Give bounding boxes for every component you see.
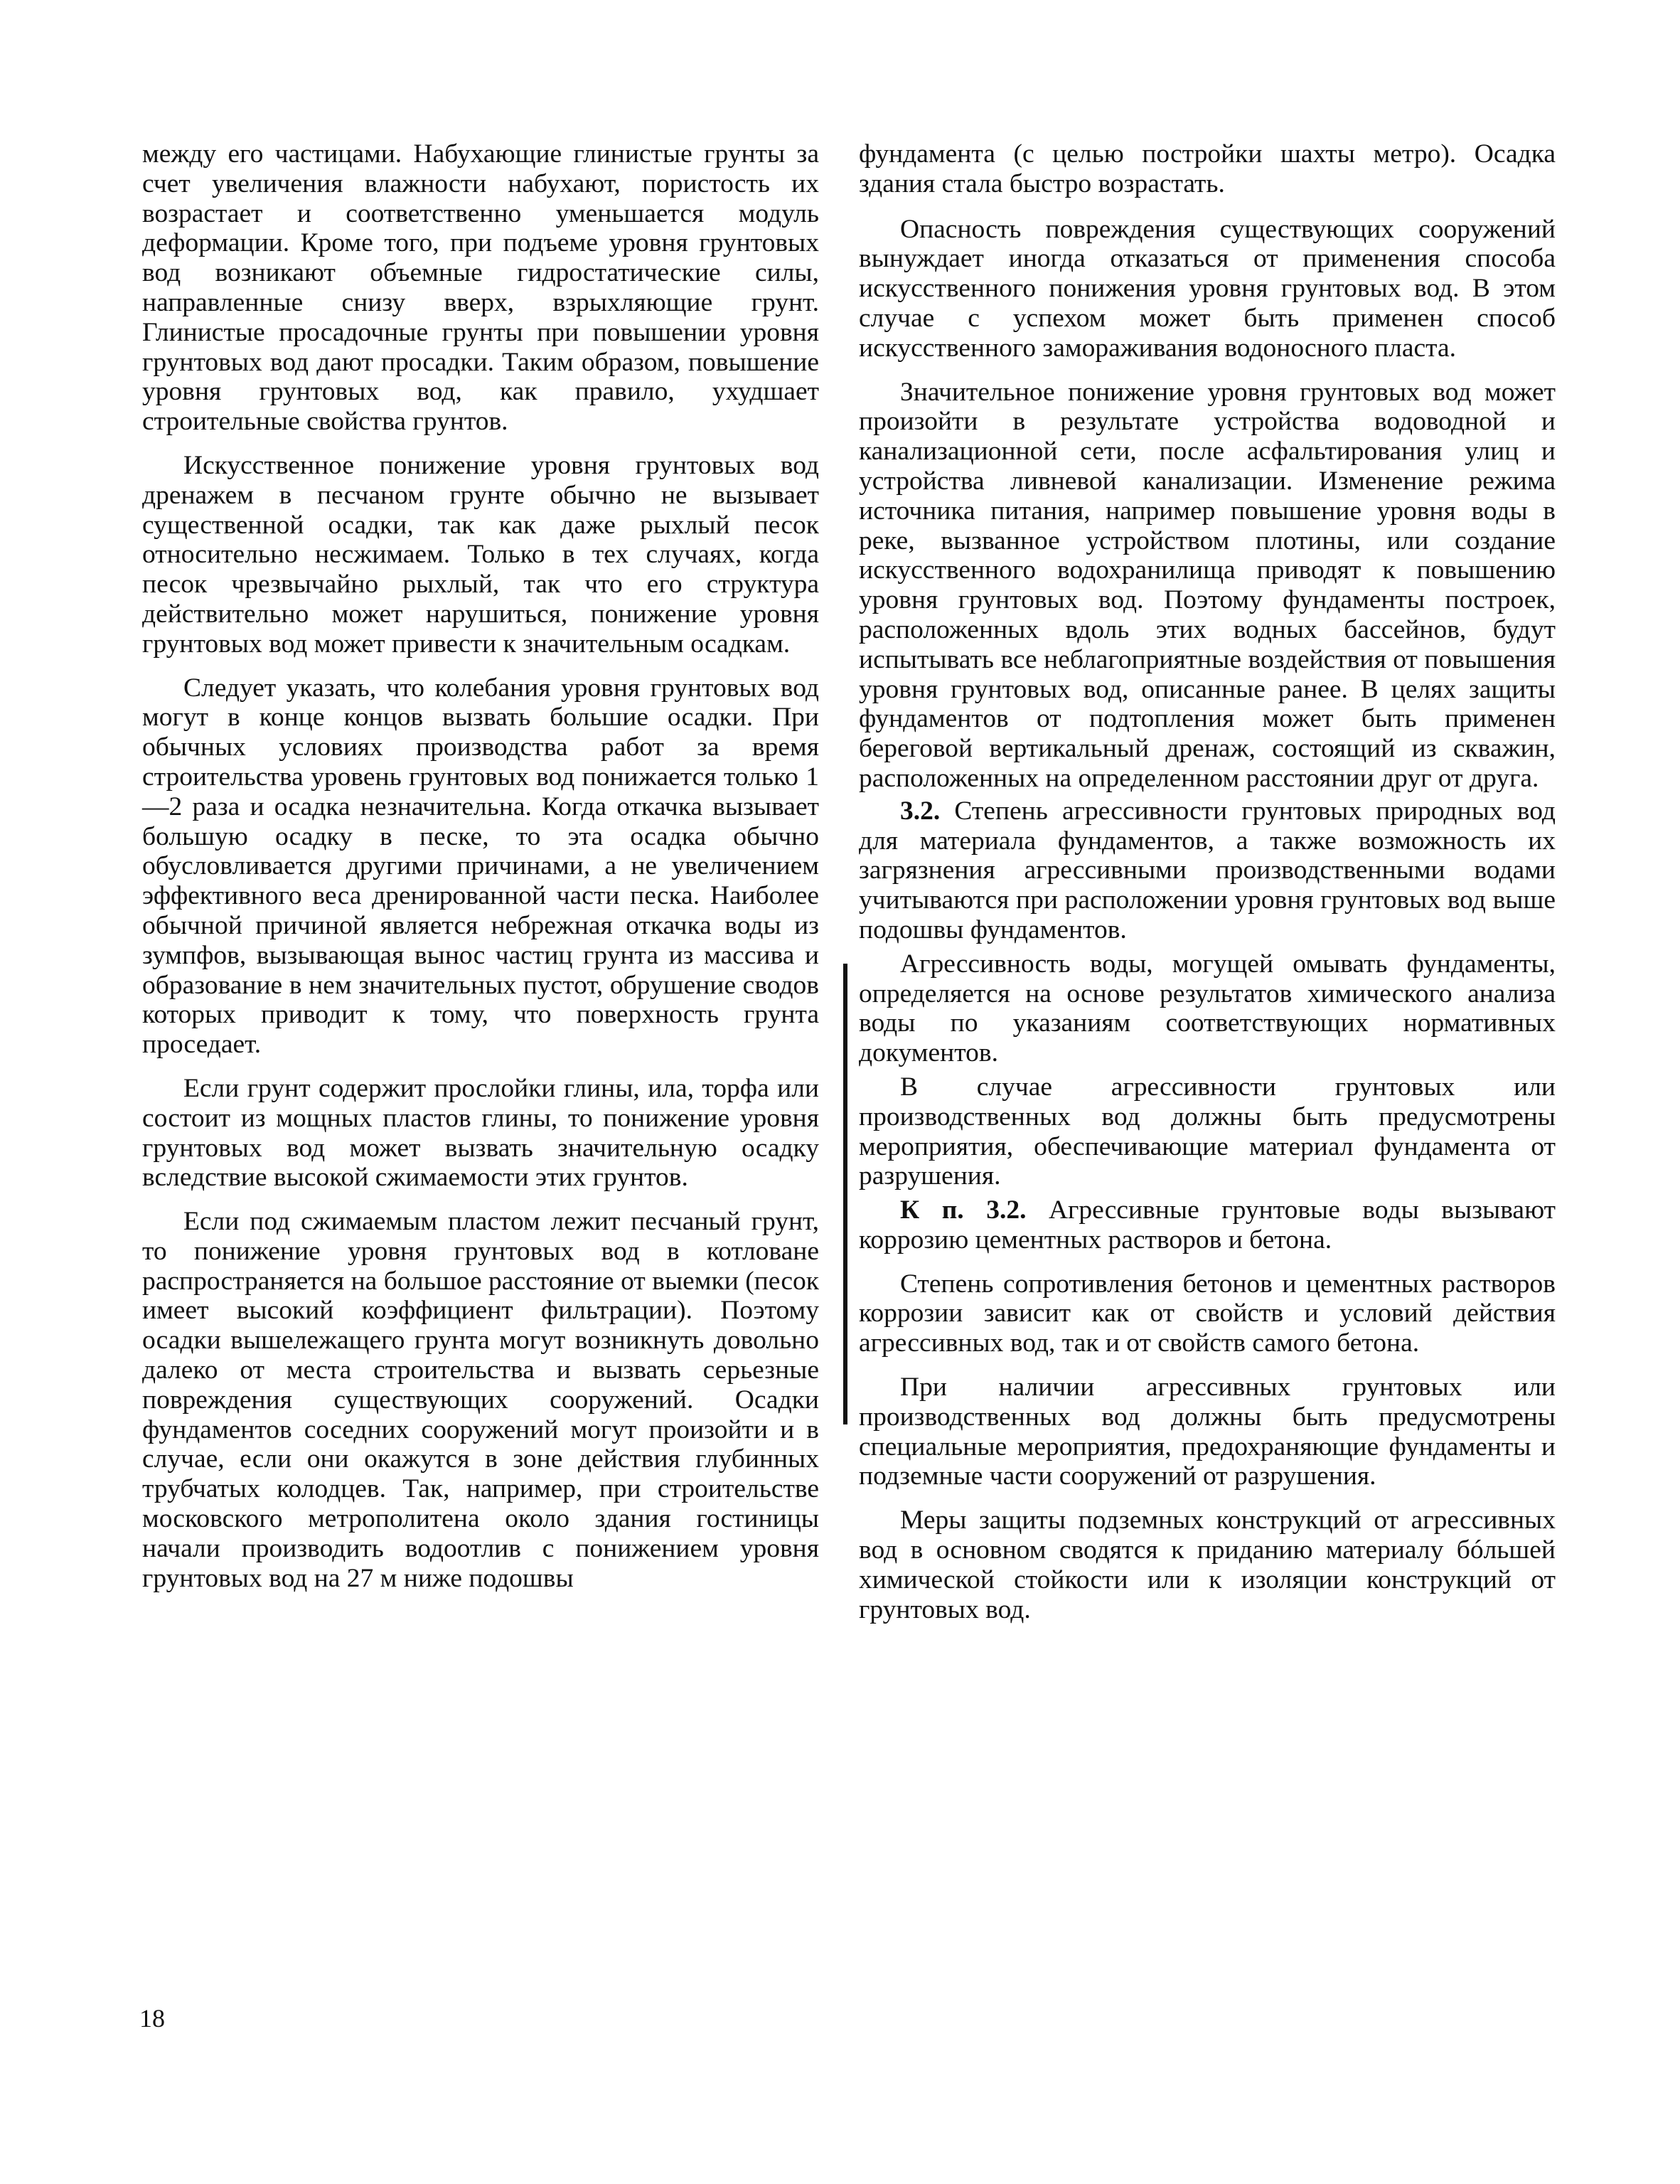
paragraph: Искусственное понижение уровня грунтовых вод дренажем в песчаном грунте обычно не вызывает существенной осадки, так как даже рыхлый песок относительно несжимаем. Только в тех случаях, когда песок чрезвычайно рыхлый, так что его структура действительно может нарушиться, понижение уровня грунтовых вод может привести к значительным осадкам. <box>142 450 819 659</box>
right-column <box>859 139 1556 1639</box>
paragraph: В случае агрессивности грунтовых или производственных вод должны быть предусмотрены мероприятия, обеспечивающие материал фундамента от разрушения. <box>859 1072 1556 1191</box>
margin-change-bar <box>843 964 847 1424</box>
left-column <box>142 139 819 1607</box>
paragraph: Агрессивность воды, могущей омывать фундаменты, определяется на основе результатов химического анализа воды по указаниям соответствующих нормативных документов. <box>859 949 1556 1068</box>
paragraph: между его частицами. Набухающие глинистые грунты за счет увеличения влажности набухают, пористость их возрастает и соответственно уменьшается модуль деформации. Кроме того, при подъеме уровня грунтовых вод возникают объемные гидростатические силы, направленные снизу вверх, взрыхляющие грунт. Глинистые просадочные грунты при повышении уровня грунтовых вод дают просадки. Таким образом, повышение уровня грунтовых вод, как правило, ухудшает строительные свойства грунтов. <box>142 139 819 437</box>
comment-3-2 <box>859 1195 1556 1255</box>
paragraph: Если грунт содержит прослойки глины, ила, торфа или состоит из мощных пластов глины, то понижение уровня грунтовых вод может вызвать значительную осадку вследствие высокой сжимаемости этих грунтов. <box>142 1073 819 1193</box>
paragraph: Степень сопротивления бетонов и цементных растворов коррозии зависит как от свойств и условий действия агрессивных вод, так и от свойств самого бетона. <box>859 1269 1556 1358</box>
comment-text: Агрессивные грунтовые воды вызывают коррозию цементных растворов и бетона. <box>859 1195 1556 1255</box>
paragraph: фундамента (с целью постройки шахты метро). Осадка здания стала быстро возрастать. <box>859 139 1556 198</box>
paragraph: При наличии агрессивных грунтовых или производственных вод должны быть предусмотрены специальные мероприятия, предохраняющие фундаменты и подземные части сооружений от разрушения. <box>859 1373 1556 1491</box>
clause-3-2 <box>859 797 1556 945</box>
paragraph: Меры защиты подземных конструкций от агрессивных вод в основном сводятся к приданию материалу бóльшей химической стойкости или к изоляции конструкций от грунтовых вод. <box>859 1506 1556 1624</box>
paragraph: Значительное понижение уровня грунтовых вод может произойти в результате устройства водоводной и канализационной сети, после асфальтирования улиц и устройства ливневой канализации. Изменение режима источника питания, например повышение уровня воды в реке, вызванное устройством плотины, или создание искусственного водохранилища приводят к повышению уровня грунтовых вод. Поэтому фундаменты построек, расположенных вдоль этих водных бассейнов, будут испытывать все неблагоприятные воздействия от повышения уровня грунтовых вод, описанные ранее. В целях защиты фундаментов от подтопления может быть применен береговой вертикальный дренаж, состоящий из скважин, расположенных на определенном расстоянии друг от друга. <box>859 377 1556 793</box>
clause-text: Степень агрессивности грунтовых природных вод для материала фундаментов, а также возможность их загрязнения агрессивными производственными водами учитываются при расположении уровня грунтовых вод выше подошвы фундаментов. <box>859 796 1556 944</box>
paragraph: Следует указать, что колебания уровня грунтовых вод могут в конце концов вызвать большие осадки. При обычных условиях производства работ за время строительства уровень грунтовых вод понижается только 1—2 раза и осадка незначительна. Когда откачка вызывает большую осадку в песке, то эта осадка обычно обусловливается другими причинами, а не увеличением эффективного веса дренированной части песка. Наиболее обычной причиной является небрежная откачка воды из зумпфов, вызывающая вынос частиц грунта из массива и образование в нем значительных пустот, обрушение сводов которых приводит к тому, что поверхность грунта проседает. <box>142 673 819 1060</box>
page-number: 18 <box>139 2004 165 2033</box>
paragraph: Опасность повреждения существующих сооружений вынуждает иногда отказаться от применения способа искусственного понижения уровня грунтовых вод. В этом случае с успехом может быть применен способ искусственного замораживания водоносного пласта. <box>859 214 1556 363</box>
comment-label: К п. 3.2. <box>900 1195 1027 1225</box>
clause-number: 3.2. <box>900 796 941 826</box>
paragraph: Если под сжимаемым пластом лежит песчаный грунт, то понижение уровня грунтовых вод в котловане распространяется на большое расстояние от выемки (песок имеет высокий коэффициент фильтрации). Поэтому осадки вышележащего грунта могут возникнуть довольно далеко от места строительства и вызвать серьезные повреждения существующих сооружений. Осадки фундаментов соседних сооружений могут произойти и в случае, если они окажутся в зоне действия глубинных трубчатых колодцев. Так, например, при строительстве московского метрополитена около здания гостиницы начали производить водоотлив с понижением уровня грунтовых вод на 27 м ниже подошвы <box>142 1207 819 1593</box>
